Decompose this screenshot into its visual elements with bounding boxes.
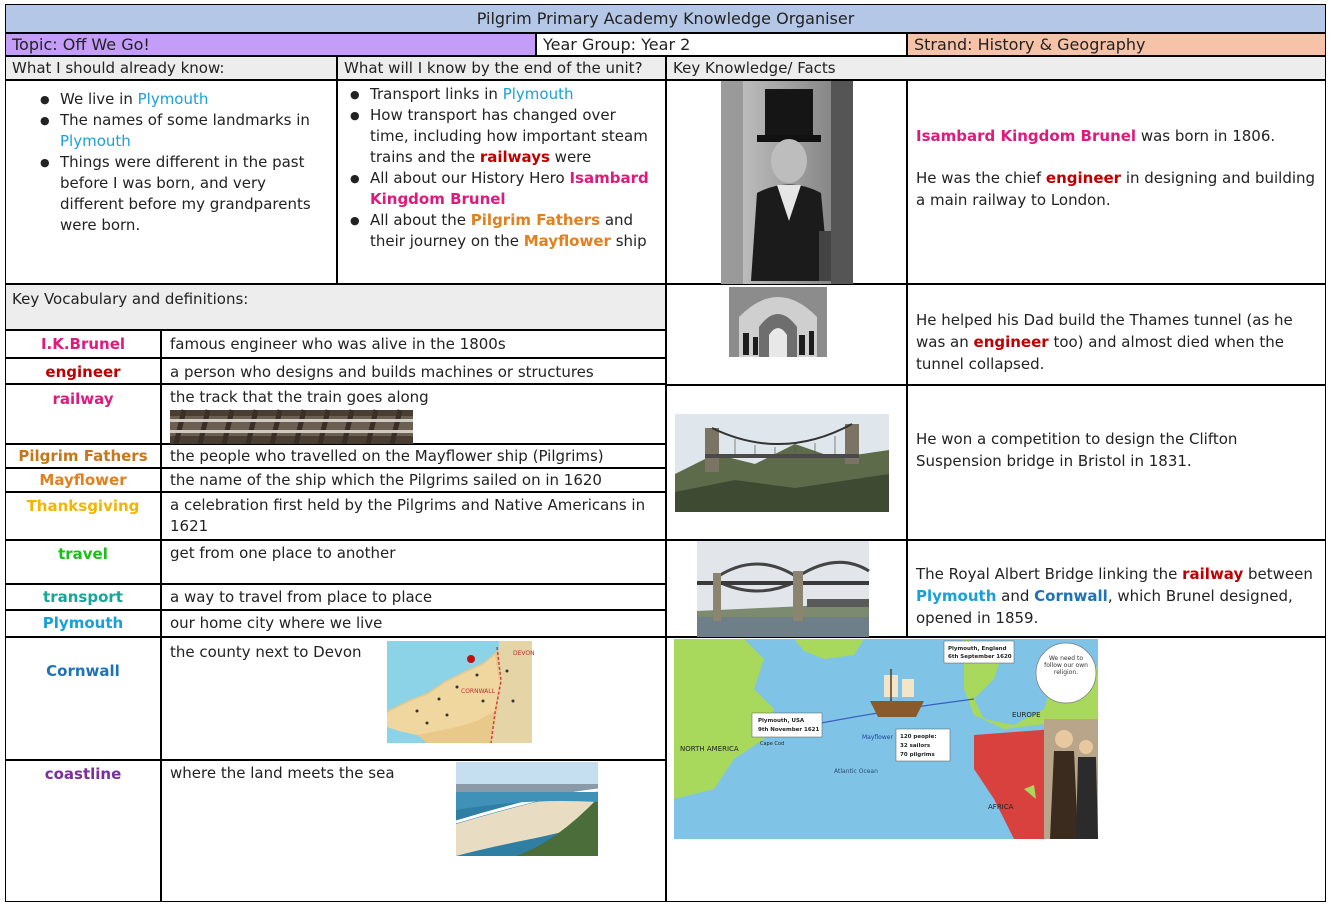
fact-clifton-bridge: He won a competition to design the Clifton Suspension bridge in Bristol in 1831.	[907, 385, 1326, 540]
atlantic-ocean-label: Atlantic Ocean	[834, 768, 878, 775]
list-item: ● We live in Plymouth	[36, 89, 328, 110]
voyage-map-cell	[666, 637, 1326, 902]
vocab-term	[5, 330, 161, 358]
will-know-header: What will I know by the end of the unit?	[337, 56, 666, 80]
vocab-definition-text: where the land meets the sea	[170, 764, 395, 782]
list-item: ● How transport has changed over time, including how important steam trains and the railways were	[346, 105, 659, 168]
vocab-term-text: coastline	[44, 765, 122, 783]
north-america-label: NORTH AMERICA	[680, 745, 739, 753]
vocab-term-text: transport	[43, 588, 123, 606]
mayflower-route-label: Mayflower	[862, 734, 893, 741]
vocab-term-text: Thanksgiving	[26, 497, 140, 515]
vocab-definition: a person who designs and builds machines or structures	[161, 358, 666, 384]
vocab-definition: the name of the ship which the Pilgrims sailed on in 1620	[161, 468, 666, 492]
africa-label: AFRICA	[988, 803, 1014, 811]
vocab-definition-text: the county next to Devon	[170, 643, 362, 661]
sailors-count-label: 32 sailors	[900, 743, 931, 749]
europe-label: EUROPE	[1012, 711, 1041, 719]
cornwall-map-image	[387, 641, 535, 743]
list-item: ● All about our History Hero Isambard Kingdom Brunel	[346, 168, 659, 210]
vocab-term-text: engineer	[45, 363, 121, 381]
vocab-definition	[161, 760, 666, 902]
brunel-portrait-image	[721, 81, 853, 284]
cornwall-map-label: CORNWALL	[461, 688, 495, 695]
vocab-definition: famous engineer who was alive in the 1800s	[161, 330, 666, 358]
clifton-bridge-cell	[666, 385, 907, 540]
plymouth-usa-date: 9th November 1621	[758, 727, 820, 733]
vocab-term-text: Cornwall	[46, 662, 120, 680]
plymouth-england-date: 6th September 1620	[948, 654, 1012, 660]
vocab-term-text: Mayflower	[39, 471, 127, 489]
clifton-bridge-image	[675, 414, 889, 512]
vocab-definition	[161, 384, 666, 444]
vocab-definition: a celebration first held by the Pilgrims and Native Americans in 1621	[161, 492, 666, 540]
royal-albert-bridge-cell	[666, 540, 907, 637]
vocab-definition: our home city where we live	[161, 610, 666, 637]
plymouth-england-label: Plymouth, England	[948, 646, 1007, 652]
fact-brunel-birth: Isambard Kingdom Brunel was born in 1806. He was the chief engineer in designing and building a main railway to London.	[907, 80, 1326, 284]
already-know-list	[36, 89, 328, 236]
mayflower-voyage-map	[674, 639, 1098, 839]
pilgrims-count-label: 70 pilgrims	[900, 752, 935, 758]
list-item: ● Transport links in Plymouth	[346, 84, 659, 105]
thames-tunnel-image	[729, 287, 827, 357]
vocab-definition: the people who travelled on the Mayflower ship (Pilgrims)	[161, 444, 666, 468]
list-item: ● All about the Pilgrim Fathers and their journey on the Mayflower ship	[346, 210, 659, 252]
people-count-label: 120 people:	[900, 734, 937, 740]
pilgrims-figure	[1044, 719, 1098, 839]
vocab-term	[5, 584, 161, 610]
vocab-term-text: Pilgrim Fathers	[18, 447, 148, 465]
vocab-header: Key Vocabulary and definitions:	[5, 284, 666, 330]
topic-label: Topic: Off We Go!	[5, 33, 536, 56]
vocab-term	[5, 610, 161, 637]
page-title: Pilgrim Primary Academy Knowledge Organiser	[5, 4, 1326, 33]
vocab-term	[5, 384, 161, 444]
list-item: ● The names of some landmarks in Plymouth	[36, 110, 328, 152]
already-know-box	[5, 80, 337, 284]
vocab-term-text: I.K.Brunel	[40, 335, 126, 353]
vocab-term	[5, 760, 161, 902]
key-knowledge-header: Key Knowledge/ Facts	[666, 56, 1326, 80]
vocab-term	[5, 637, 161, 760]
fact-thames-tunnel: He helped his Dad build the Thames tunnel (as he was an engineer too) and almost died when the tunnel collapsed.	[907, 284, 1326, 385]
vocab-term	[5, 468, 161, 492]
devon-map-label: DEVON	[513, 650, 535, 657]
vocab-term	[5, 492, 161, 540]
vocab-term-text: railway	[52, 390, 114, 408]
vocab-term	[5, 540, 161, 584]
royal-albert-bridge-image	[697, 541, 869, 637]
thames-tunnel-cell	[666, 284, 907, 385]
vocab-definition: get from one place to another	[161, 540, 666, 584]
vocab-term-text: travel	[58, 545, 108, 563]
vocab-definition	[161, 637, 666, 760]
year-group-label: Year Group: Year 2	[536, 33, 907, 56]
strand-label: Strand: History & Geography	[907, 33, 1326, 56]
vocab-term	[5, 358, 161, 384]
coastline-image	[456, 762, 598, 856]
vocab-term	[5, 444, 161, 468]
list-item: ● Things were different in the past before I was born, and very different before my grandparents were born.	[36, 152, 328, 236]
railway-track-image	[170, 410, 413, 444]
speech-bubble-text: We need to follow our own religion.	[1044, 655, 1088, 676]
brunel-photo-cell	[666, 80, 907, 284]
will-know-box	[337, 80, 666, 284]
cape-cod-label: Cape Cod	[760, 741, 785, 747]
fact-royal-albert-bridge: The Royal Albert Bridge linking the railway between Plymouth and Cornwall, which Brunel designed, opened in 1859.	[907, 540, 1326, 637]
vocab-definition: a way to travel from place to place	[161, 584, 666, 610]
vocab-definition-text: the track that the train goes along	[170, 388, 429, 406]
vocab-term-text: Plymouth	[42, 614, 124, 632]
already-know-header: What I should already know:	[5, 56, 337, 80]
plymouth-usa-label: Plymouth, USA	[758, 718, 805, 724]
will-know-list	[346, 84, 659, 252]
